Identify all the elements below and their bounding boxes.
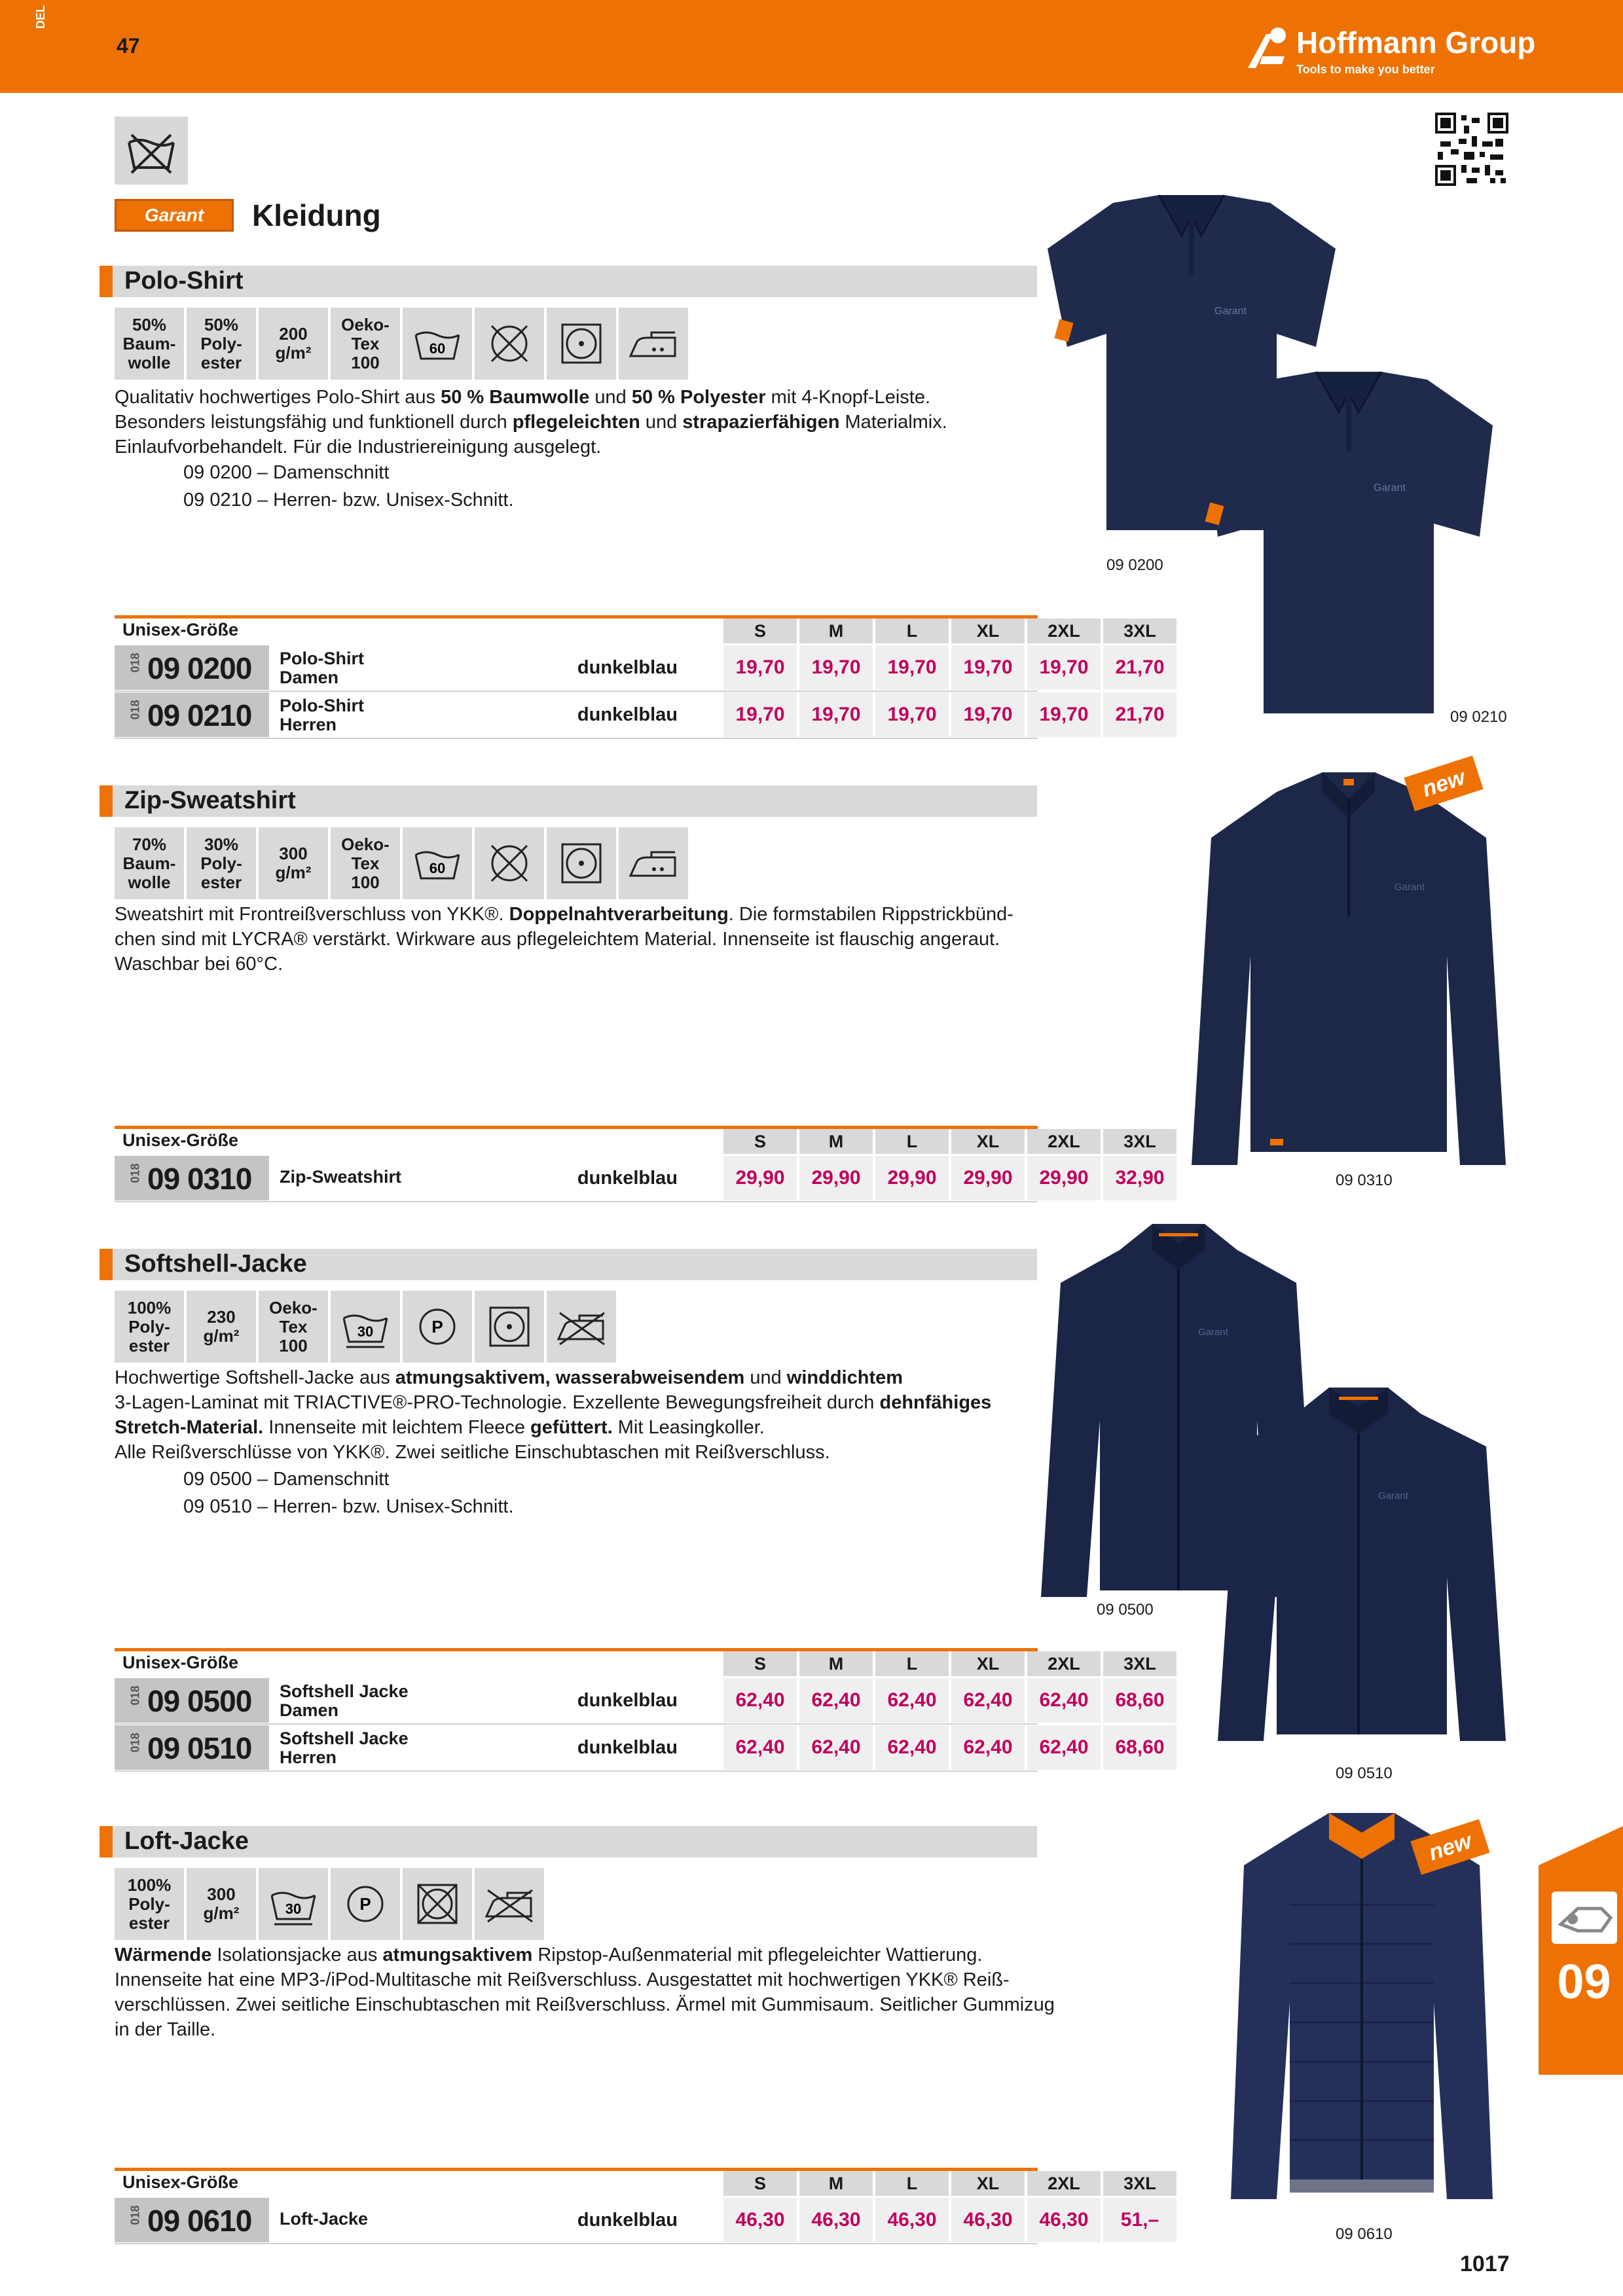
zip-sweatshirt-image[interactable] xyxy=(1178,759,1519,1178)
row-divider xyxy=(115,691,1038,692)
row-divider xyxy=(115,738,1038,739)
description-run: 50 % Baumwolle xyxy=(441,387,590,408)
size-header-label: Unisex-Größe xyxy=(122,620,239,639)
price-cell[interactable]: 29,90 xyxy=(951,1156,1025,1200)
size-header-label: Unisex-Größe xyxy=(122,2172,239,2192)
size-column-header: XL xyxy=(951,1129,1025,1154)
svg-text:60: 60 xyxy=(429,340,446,357)
description-line xyxy=(115,902,1044,927)
size-column-header: 2XL xyxy=(1027,1129,1101,1154)
article-number-box xyxy=(115,692,269,737)
description-run: Ripstop-Außenmaterial mit pflegeleichter Wattierung. xyxy=(532,1945,983,1965)
table-header xyxy=(115,1129,1156,1154)
image-caption: 09 0310 xyxy=(1336,1172,1393,1189)
svg-text:Garant: Garant xyxy=(1214,306,1247,317)
svg-text:P: P xyxy=(359,1894,371,1914)
price-cell[interactable]: 19,70 xyxy=(1027,645,1101,690)
svg-text:Garant: Garant xyxy=(1395,882,1425,893)
no-tumble-dry-icon xyxy=(403,1868,472,1940)
price-cell[interactable]: 62,40 xyxy=(799,1678,873,1723)
size-column-header: S xyxy=(723,619,797,643)
product-color: dunkelblau xyxy=(577,1737,678,1758)
product-name: Zip-Sweatshirt xyxy=(280,1167,402,1187)
description-line xyxy=(115,1415,1044,1440)
fabric-weight: 230 g/m² xyxy=(187,1291,256,1363)
iron-icon xyxy=(619,308,688,380)
description-polo xyxy=(115,385,1044,459)
product-variant: Damen xyxy=(280,1700,339,1720)
material-cotton: 70% Baum- wolle xyxy=(115,827,184,899)
size-column-header: L xyxy=(875,1651,949,1676)
no-dryclean-icon xyxy=(475,308,544,380)
tools-icon xyxy=(1552,1892,1617,1944)
description-run: in der Taille. xyxy=(115,2019,216,2040)
size-column-header: XL xyxy=(951,1651,1025,1676)
article-prefix: 018 xyxy=(128,1732,142,1753)
description-loft-jacke xyxy=(115,1943,1055,2042)
price-cell[interactable]: 68,60 xyxy=(1103,1678,1176,1723)
description-line xyxy=(115,1365,1044,1390)
price-cell[interactable]: 51,– xyxy=(1103,2198,1176,2242)
image-caption: 09 0200 xyxy=(1106,556,1163,574)
size-column-header: M xyxy=(799,619,873,643)
price-cell[interactable]: 19,70 xyxy=(1027,692,1101,737)
no-iron-icon xyxy=(547,1291,616,1363)
description-run: winddichtem xyxy=(786,1367,903,1388)
price-cell[interactable]: 46,30 xyxy=(1027,2198,1101,2242)
description-line xyxy=(115,927,1044,952)
description-run: Innenseite mit leichtem Fleece xyxy=(263,1417,531,1438)
product-name-line: Softshell Jacke xyxy=(280,1681,409,1701)
size-column-header: L xyxy=(875,1129,949,1154)
price-cell[interactable]: 19,70 xyxy=(875,692,949,737)
product-name xyxy=(280,696,364,734)
price-cell[interactable]: 19,70 xyxy=(951,692,1025,737)
article-number-box xyxy=(115,1678,269,1723)
material-cotton: 50% Baum- wolle xyxy=(115,308,184,380)
description-run: dehnfähiges xyxy=(879,1392,992,1413)
size-column-header: M xyxy=(799,1129,873,1154)
oeko-tex-label: Oeko- Tex 100 xyxy=(259,1291,328,1363)
article-prefix: 018 xyxy=(128,653,142,673)
size-column-header: 3XL xyxy=(1103,1129,1176,1154)
price-cell[interactable]: 62,40 xyxy=(799,1725,873,1770)
description-run: und xyxy=(640,412,683,433)
article-number: 09 0310 xyxy=(147,1162,252,1196)
article-prefix: 018 xyxy=(128,2205,142,2225)
price-cell[interactable]: 46,30 xyxy=(799,2198,873,2242)
product-name-line: Polo-Shirt xyxy=(280,696,364,715)
row-divider xyxy=(115,1201,1038,1202)
product-name-line: Polo-Shirt xyxy=(280,649,364,668)
logo-mark-icon xyxy=(1244,25,1292,71)
description-run: chen sind mit LYCRA® verstärkt. Wirkware aus pflegeleichtem Material. Innenseite ist flauschig angeraut. xyxy=(115,929,1000,950)
table-header xyxy=(115,2171,1156,2196)
description-run: und xyxy=(589,387,632,408)
price-cell[interactable]: 68,60 xyxy=(1103,1725,1176,1770)
section-title: Zip-Sweatshirt xyxy=(124,787,296,814)
size-column-header: M xyxy=(799,2171,873,2196)
table-header xyxy=(115,619,1156,643)
size-column-header: XL xyxy=(951,2171,1025,2196)
product-color: dunkelblau xyxy=(577,1690,678,1711)
product-name xyxy=(280,1729,409,1767)
price-cell[interactable]: 29,90 xyxy=(799,1156,873,1200)
size-column-header: S xyxy=(723,1129,797,1154)
description-run: Doppelnahtverarbeitung xyxy=(509,904,729,925)
section-heading-polo xyxy=(100,266,1037,297)
svg-text:Garant: Garant xyxy=(1374,482,1406,493)
size-column-header: S xyxy=(723,2171,797,2196)
image-caption: 09 0210 xyxy=(1450,708,1507,726)
article-line: 09 0200 – Damenschnitt xyxy=(183,462,390,483)
category-title: Kleidung xyxy=(252,198,381,232)
image-caption: 09 0610 xyxy=(1336,2225,1393,2243)
page-number-top: 47 xyxy=(117,34,140,58)
description-line xyxy=(115,952,1044,977)
price-cell[interactable]: 62,40 xyxy=(951,1678,1025,1723)
size-column-header: 3XL xyxy=(1103,619,1176,643)
price-cell[interactable]: 29,90 xyxy=(875,1156,949,1200)
product-name xyxy=(280,649,364,687)
description-run: Stretch-Material. xyxy=(115,1417,264,1438)
section-heading-softshell xyxy=(100,1249,1037,1280)
table-header xyxy=(115,1651,1156,1676)
description-line xyxy=(115,1390,1044,1415)
fabric-weight: 300 g/m² xyxy=(259,827,328,899)
description-run: Innenseite hat eine MP3-/iPod-Multitasche mit Reißverschluss. Ausgestattet mit hochwertigen YKK® Reiß- xyxy=(115,1969,1010,1990)
size-column-header: 3XL xyxy=(1103,2171,1176,2196)
price-cell[interactable]: 19,70 xyxy=(799,645,873,690)
product-name xyxy=(280,1682,409,1720)
qr-code-icon[interactable] xyxy=(1435,113,1508,186)
price-cell[interactable]: 32,90 xyxy=(1103,1156,1176,1200)
article-number: 09 0610 xyxy=(147,2204,252,2238)
material-polyester: 30% Poly- ester xyxy=(187,827,256,899)
new-badge: new xyxy=(1404,755,1483,811)
wash-30-icon xyxy=(331,1291,400,1363)
svg-text:30: 30 xyxy=(285,1901,302,1917)
price-cell[interactable]: 21,70 xyxy=(1103,645,1176,690)
loft-jacke-image[interactable] xyxy=(1218,1806,1506,2225)
dryclean-p-icon xyxy=(403,1291,472,1363)
description-softshell xyxy=(115,1365,1044,1465)
size-header-label: Unisex-Größe xyxy=(122,1130,239,1150)
no-dryclean-icon xyxy=(475,827,544,899)
table-row[interactable] xyxy=(115,1156,1165,1202)
description-run: Materialmix. xyxy=(839,412,947,433)
logo-tagline: Tools to make you better xyxy=(1296,63,1435,76)
product-name: Loft-Jacke xyxy=(280,2209,369,2229)
price-cell[interactable]: 46,30 xyxy=(723,2198,797,2242)
size-column-header: M xyxy=(799,1651,873,1676)
article-number-box xyxy=(115,1156,269,1200)
chapter-tab[interactable] xyxy=(1539,1826,1623,2075)
article-prefix: 018 xyxy=(128,1685,142,1706)
table-row[interactable] xyxy=(115,2198,1159,2244)
price-cell[interactable]: 62,40 xyxy=(951,1725,1025,1770)
price-cell[interactable]: 62,40 xyxy=(875,1678,949,1723)
price-cell[interactable]: 19,70 xyxy=(723,645,797,690)
material-polyester: 100% Poly- ester xyxy=(115,1291,184,1363)
fabric-weight: 300 g/m² xyxy=(187,1868,256,1940)
section-title: Softshell-Jacke xyxy=(124,1250,307,1278)
description-run: atmungsaktivem, wasserabweisendem xyxy=(395,1367,745,1388)
price-cell[interactable]: 46,30 xyxy=(875,2198,949,2242)
product-color: dunkelblau xyxy=(577,1168,678,1189)
description-run: strapazierfähigen xyxy=(682,412,840,433)
svg-text:60: 60 xyxy=(429,860,446,876)
size-column-header: XL xyxy=(951,619,1025,643)
section-heading-loft-jacke xyxy=(100,1826,1037,1857)
wash-60-icon xyxy=(403,827,472,899)
description-zip-sweatshirt xyxy=(115,902,1044,977)
size-column-header: S xyxy=(723,1651,797,1676)
wash-30-icon xyxy=(259,1868,328,1940)
description-run: und xyxy=(744,1367,787,1388)
article-line: 09 0500 – Damenschnitt xyxy=(183,1469,390,1490)
product-color: dunkelblau xyxy=(577,2210,678,2231)
size-column-header: L xyxy=(875,2171,949,2196)
description-run: 50 % Polyester xyxy=(631,387,766,408)
chapter-number: 09 xyxy=(1557,1954,1611,2009)
price-cell[interactable]: 19,70 xyxy=(875,645,949,690)
property-boxes xyxy=(115,827,688,899)
description-line xyxy=(115,410,1044,435)
size-column-header: L xyxy=(875,619,949,643)
section-title: Polo-Shirt xyxy=(124,267,244,295)
new-badge: new xyxy=(1410,1819,1489,1874)
price-cell[interactable]: 29,90 xyxy=(723,1156,797,1200)
article-line: 09 0210 – Herren- bzw. Unisex-Schnitt. xyxy=(183,490,514,511)
tumble-dry-icon xyxy=(475,1291,544,1363)
size-column-header: 2XL xyxy=(1027,619,1101,643)
section-title: Loft-Jacke xyxy=(124,1827,249,1855)
material-polyester: 50% Poly- ester xyxy=(187,308,256,380)
description-run: Alle Reißverschlüsse von YKK®. Zwei seitliche Einschubtaschen mit Reißverschluss. xyxy=(115,1442,830,1463)
size-column-header: 2XL xyxy=(1027,2171,1101,2196)
svg-text:30: 30 xyxy=(357,1323,374,1340)
softshell-jacke-herren-image[interactable] xyxy=(1211,1388,1512,1754)
description-run: mit 4-Knopf-Leiste. xyxy=(765,387,931,408)
description-run: . Die formstabilen Rippstrickbünd- xyxy=(728,904,1013,925)
fabric-weight: 200 g/m² xyxy=(259,308,328,380)
description-line xyxy=(115,1967,1044,1992)
description-run: Isolationsjacke aus xyxy=(211,1945,383,1965)
no-iron-icon xyxy=(475,1868,544,1940)
article-number-box xyxy=(115,1725,269,1770)
description-line xyxy=(115,2017,1044,2042)
article-number-box xyxy=(115,645,269,690)
garant-brand-badge: Garant xyxy=(115,199,234,232)
price-cell[interactable]: 29,90 xyxy=(1027,1156,1101,1200)
property-boxes xyxy=(115,1291,616,1363)
description-run: Hochwertige Softshell-Jacke aus xyxy=(115,1367,395,1388)
description-run: pflegeleichten xyxy=(512,412,640,433)
size-column-header: 3XL xyxy=(1103,1651,1176,1676)
price-cell[interactable]: 19,70 xyxy=(951,645,1025,690)
image-caption: 09 0510 xyxy=(1336,1765,1393,1782)
price-cell[interactable]: 62,40 xyxy=(723,1678,797,1723)
article-number: 09 0500 xyxy=(147,1684,252,1718)
price-cell[interactable]: 62,40 xyxy=(1027,1678,1101,1723)
table-row[interactable] xyxy=(115,645,1165,691)
description-run: atmungsaktivem xyxy=(382,1945,533,1965)
iron-icon xyxy=(619,827,688,899)
product-variant: Damen xyxy=(280,668,339,687)
product-variant: Herren xyxy=(280,715,337,734)
polo-shirt-herren-image[interactable] xyxy=(1198,367,1499,720)
page-number-bottom: 1017 xyxy=(1460,2251,1510,2276)
hoffmann-logo[interactable] xyxy=(1244,20,1536,82)
oeko-tex-label: Oeko- Tex 100 xyxy=(331,827,400,899)
tumble-dry-icon xyxy=(547,308,616,380)
image-caption: 09 0500 xyxy=(1097,1601,1154,1619)
tumble-dry-icon xyxy=(547,827,616,899)
description-line xyxy=(115,1992,1055,2017)
article-prefix: 018 xyxy=(128,700,142,720)
price-cell[interactable]: 62,40 xyxy=(723,1725,797,1770)
logo-name: Hoffmann Group xyxy=(1296,26,1536,60)
description-run: 3-Lagen-Laminat mit TRIACTIVE®-PRO-Technologie. Exzellente Bewegungsfreiheit durch xyxy=(115,1392,880,1413)
price-cell[interactable]: 19,70 xyxy=(723,692,797,737)
description-line xyxy=(115,385,1044,410)
article-number-box xyxy=(115,2198,269,2242)
description-run: Qualitativ hochwertiges Polo-Shirt aus xyxy=(115,387,441,408)
no-wash-icon xyxy=(115,117,188,185)
price-cell[interactable]: 46,30 xyxy=(951,2198,1025,2242)
description-run: gefüttert. xyxy=(530,1417,613,1438)
product-color: dunkelblau xyxy=(577,704,678,725)
description-run: Mit Leasingkoller. xyxy=(612,1417,765,1438)
section-heading-zip-sweatshirt xyxy=(100,785,1037,817)
description-run: verschlüssen. Zwei seitliche Einschubtaschen mit Reißverschluss. Ärmel mit Gummisaum. Seitlicher Gummizug xyxy=(115,1994,1055,2015)
material-polyester: 100% Poly- ester xyxy=(115,1868,184,1940)
svg-text:Garant: Garant xyxy=(1378,1490,1408,1501)
wash-60-icon xyxy=(403,308,472,380)
price-cell[interactable]: 62,40 xyxy=(875,1725,949,1770)
product-color: dunkelblau xyxy=(577,657,678,678)
del-tag: DEL xyxy=(34,5,47,29)
description-run: Waschbar bei 60°C. xyxy=(115,954,283,975)
dryclean-p-icon xyxy=(331,1868,400,1940)
svg-text:P: P xyxy=(431,1317,443,1336)
article-prefix: 018 xyxy=(128,1163,142,1183)
price-cell[interactable]: 19,70 xyxy=(799,692,873,737)
description-run: Sweatshirt mit Frontreißverschluss von YKK®. xyxy=(115,904,509,925)
article-line: 09 0510 – Herren- bzw. Unisex-Schnitt. xyxy=(183,1496,514,1517)
description-run: Wärmende xyxy=(115,1945,212,1965)
row-divider xyxy=(115,2243,1038,2244)
row-divider xyxy=(115,1770,1038,1772)
description-run: Besonders leistungsfähig und funktionell durch xyxy=(115,412,513,433)
product-name-line: Softshell Jacke xyxy=(280,1729,409,1748)
row-divider xyxy=(115,1723,1038,1725)
description-line xyxy=(115,1943,1044,1967)
price-cell[interactable]: 62,40 xyxy=(1027,1725,1101,1770)
description-run: Einlaufvorbehandelt. Für die Industriereinigung ausgelegt. xyxy=(115,437,602,457)
size-column-header: 2XL xyxy=(1027,1651,1101,1676)
size-header-label: Unisex-Größe xyxy=(122,1653,239,1672)
article-number: 09 0200 xyxy=(147,651,252,685)
oeko-tex-label: Oeko- Tex 100 xyxy=(331,308,400,380)
table-row[interactable] xyxy=(115,692,1165,738)
table-row[interactable] xyxy=(115,1678,1165,1724)
property-boxes xyxy=(115,308,688,380)
article-number: 09 0210 xyxy=(147,698,252,732)
table-row[interactable] xyxy=(115,1725,1165,1771)
article-number: 09 0510 xyxy=(147,1731,252,1765)
price-cell[interactable]: 21,70 xyxy=(1103,692,1176,737)
product-variant: Herren xyxy=(280,1748,337,1767)
svg-text:Garant: Garant xyxy=(1198,1327,1228,1338)
description-line xyxy=(115,435,1044,459)
description-line xyxy=(115,1440,1044,1465)
property-boxes xyxy=(115,1868,544,1940)
